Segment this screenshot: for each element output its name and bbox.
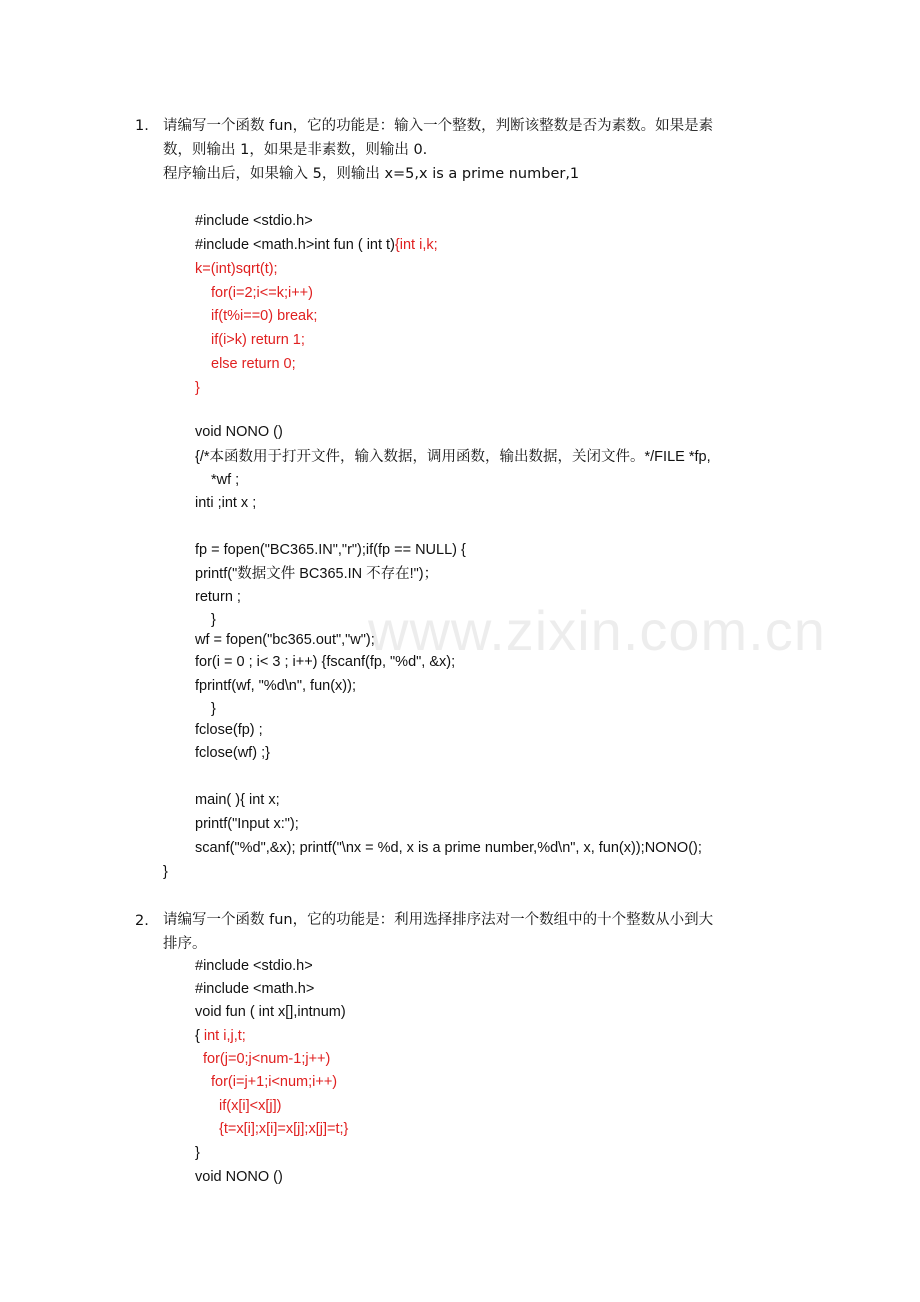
q1-code-line: scanf("%d",&x); printf("\nx = %d, x is a prime number,%d\n", x, fun(x));NONO();: [195, 840, 702, 856]
q1-answer-line: if(t%i==0) break;: [211, 308, 318, 324]
q1-code-line: main( ){ int x;: [195, 792, 280, 808]
watermark: www.zixin.com.cn: [368, 599, 826, 662]
q1-code-line: return ;: [195, 589, 241, 605]
q1-answer-text: {int i,k;: [394, 237, 438, 253]
q1-code-line: fp = fopen("BC365.IN","r");if(fp == NULL) {: [195, 542, 466, 558]
q2-code-line: #include <stdio.h>: [195, 958, 313, 974]
q1-code-line: wf = fopen("bc365.out","w");: [195, 632, 375, 648]
q1-code-line: }: [211, 612, 216, 628]
q1-code-line: }: [163, 864, 168, 880]
q1-code-line: *wf ;: [211, 472, 240, 488]
q1-code-line: fprintf(wf, "%d\n", fun(x));: [195, 678, 356, 694]
q1-text-line3: 程序输出后，如果输入 5，则输出 x=5,x is a prime number,1: [163, 166, 580, 182]
q2-code-line: }: [195, 1145, 200, 1161]
q1-code-line: fclose(wf) ;}: [195, 745, 270, 761]
q1-code-line: printf("Input x:");: [195, 816, 299, 832]
q1-code-line: fclose(fp) ;: [195, 722, 263, 738]
q2-text-line1: 请编写一个函数 fun，它的功能是：利用选择排序法对一个数组中的十个整数从小到大: [163, 912, 714, 928]
q1-code-line: }: [211, 701, 216, 717]
q1-answer-line: k=(int)sqrt(t);: [195, 261, 278, 277]
q1-number: 1.: [135, 118, 149, 134]
q2-answer-line: for(j=0;j<num-1;j++): [203, 1051, 331, 1067]
q1-text-line1: 请编写一个函数 fun，它的功能是：输入一个整数，判断该整数是否为素数。如果是素: [163, 118, 714, 134]
q1-code-line: {/*本函数用于打开文件，输入数据，调用函数，输出数据，关闭文件。*/FILE *fp,: [195, 449, 711, 465]
q1-code-line: inti ;int x ;: [195, 495, 257, 511]
q2-code-text: {: [195, 1028, 204, 1044]
q1-code-line: for(i = 0 ; i< 3 ; i++) {fscanf(fp, "%d", &x);: [195, 654, 456, 670]
q2-answer-text: int i,j,t;: [203, 1028, 246, 1044]
q2-answer-line: {t=x[i];x[i]=x[j];x[j]=t;}: [219, 1121, 349, 1137]
q1-code-line: printf("数据文件 BC365.IN 不存在!")；: [195, 566, 439, 582]
q1-text-line2: 数，则输出 1，如果是非素数，则输出 0.: [163, 142, 428, 158]
q1-answer-line: else return 0;: [211, 356, 296, 372]
q2-answer-line: for(i=j+1;i<num;i++): [211, 1074, 338, 1090]
q1-code-line: #include <stdio.h>: [195, 213, 313, 229]
q2-text-line2: 排序。: [163, 936, 207, 952]
q1-answer-line: for(i=2;i<=k;i++): [211, 285, 313, 301]
q1-code-line: void NONO (): [195, 424, 283, 440]
q2-code-line: void fun ( int x[],intnum): [195, 1004, 346, 1020]
q2-code-line: #include <math.h>: [195, 981, 315, 997]
q1-answer-line: if(i>k) return 1;: [211, 332, 305, 348]
q1-code-line: [195, 235, 438, 255]
q2-number: 2.: [135, 913, 149, 929]
q2-code-line: void NONO (): [195, 1169, 283, 1185]
q2-code-line: [195, 1026, 246, 1046]
q2-answer-line: if(x[i]<x[j]): [219, 1098, 282, 1114]
q1-code-text: #include <math.h>int fun ( int t): [195, 237, 395, 253]
q1-answer-line: }: [195, 380, 200, 396]
